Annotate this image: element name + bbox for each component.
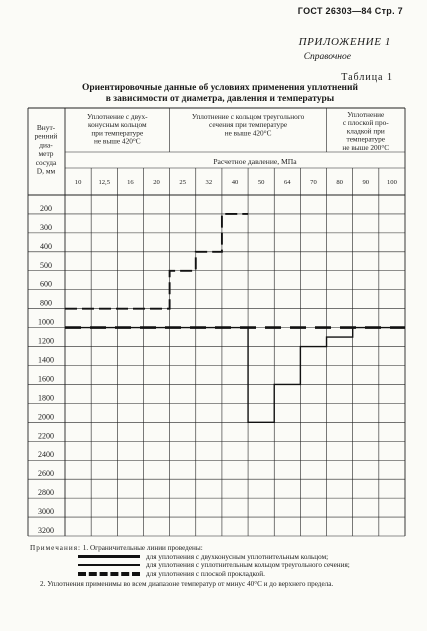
pressure-tick: 64 xyxy=(284,179,291,186)
diameter-tick: 300 xyxy=(40,222,52,232)
pressure-tick: 32 xyxy=(205,179,213,186)
legend-line-triangular xyxy=(78,564,140,566)
diameter-tick: 400 xyxy=(40,241,52,251)
diameter-tick: 200 xyxy=(40,203,52,213)
diameter-tick: 3200 xyxy=(38,526,54,535)
row-header-line: диа- xyxy=(39,140,53,150)
diameter-tick: 1000 xyxy=(38,317,54,327)
pressure-tick: 90 xyxy=(362,179,370,186)
row-header-line: сосуда xyxy=(35,157,57,167)
pressure-tick: 10 xyxy=(74,179,82,186)
group-header-line: конусным кольцом xyxy=(88,120,147,130)
group-header-line: температуре xyxy=(346,134,386,144)
boundary-double-cone-ring xyxy=(65,214,248,309)
pressure-tick: 20 xyxy=(153,179,160,186)
legend-label-triangular: для уплотнения с уплотнительным кольцом треугольного сечения; xyxy=(146,561,350,570)
row-header-line: Внут- xyxy=(36,123,56,132)
diameter-tick: 2600 xyxy=(38,469,54,479)
page-header: ГОСТ 26303—84 Стр. 7 xyxy=(297,6,403,16)
pressure-tick: 70 xyxy=(310,179,317,186)
group-header-line: с плоской про- xyxy=(342,118,389,128)
diameter-tick: 2200 xyxy=(38,431,54,441)
row-header-line: D, мм xyxy=(36,166,56,176)
pressure-tick: 80 xyxy=(336,179,343,186)
group-header-line: при температуре xyxy=(91,128,144,138)
notes-heading: Примечания: xyxy=(30,544,81,552)
group-header-line: Уплотнение с двух- xyxy=(87,112,148,121)
diameter-tick: 3000 xyxy=(38,507,54,517)
table-title-line1: Ориентировочные данные об условиях применения уплотнений xyxy=(82,83,358,93)
diameter-tick: 1800 xyxy=(38,393,54,403)
pressure-tick: 25 xyxy=(179,179,186,186)
group-header-line: Уплотнение xyxy=(347,110,385,119)
table-number: Таблица 1 xyxy=(341,72,393,83)
group-header-line: Уплотнение с кольцом треугольного xyxy=(191,112,305,121)
group-header-line: сечения при температуре xyxy=(209,120,288,130)
note-2: 2. Уплотнения применимы во всем диапазоне температур от минус 40°С и до верхнего предела. xyxy=(40,580,334,589)
group-header-line: не выше 420°С xyxy=(93,136,141,146)
legend-row-flat xyxy=(30,570,402,579)
group-header-line: не выше 200°С xyxy=(342,142,390,152)
pressure-tick: 50 xyxy=(257,179,265,186)
pressure-tick: 16 xyxy=(127,179,134,186)
legend-label-double-cone: для уплотнения с двухконусным уплотнительным кольцом; xyxy=(146,552,329,561)
group-header-line: кладкой при xyxy=(346,126,385,136)
diameter-tick: 1200 xyxy=(38,336,54,346)
legend-label-flat: для уплотнения с плоской прокладкой. xyxy=(146,569,265,578)
legend-row-double-cone xyxy=(30,553,402,562)
note-1-intro: 1. Ограничительные линии проведены: xyxy=(82,544,203,552)
diameter-tick: 600 xyxy=(40,279,52,289)
notes xyxy=(30,544,402,589)
row-header-line: ренний xyxy=(34,131,58,141)
legend-line-double-cone xyxy=(78,555,140,558)
pressure-label: Расчетное давление, МПа xyxy=(213,157,297,166)
diameter-tick: 1400 xyxy=(38,355,54,365)
diameter-tick: 800 xyxy=(40,298,52,308)
diameter-tick: 500 xyxy=(40,260,52,270)
pressure-tick: 40 xyxy=(231,179,239,186)
pressure-tick: 12,5 xyxy=(98,179,111,186)
diameter-tick: 1600 xyxy=(38,374,54,384)
diameter-tick: 2800 xyxy=(38,488,54,498)
boundary-triangular-ring xyxy=(65,328,405,423)
table-title-line2: в зависимости от диаметра, давления и температуры xyxy=(105,94,335,104)
diameter-tick: 2400 xyxy=(38,450,54,460)
diameter-tick: 2000 xyxy=(38,412,54,422)
group-header-line: не выше 420°С xyxy=(224,128,272,138)
pressure-tick: 100 xyxy=(386,179,397,186)
appendix-title: ПРИЛОЖЕНИЕ 1 xyxy=(298,36,391,48)
appendix-subtitle: Справочное xyxy=(303,52,351,62)
row-header-line: метр xyxy=(38,149,54,159)
legend-line-flat xyxy=(78,572,140,576)
legend-row-triangular xyxy=(30,561,402,570)
